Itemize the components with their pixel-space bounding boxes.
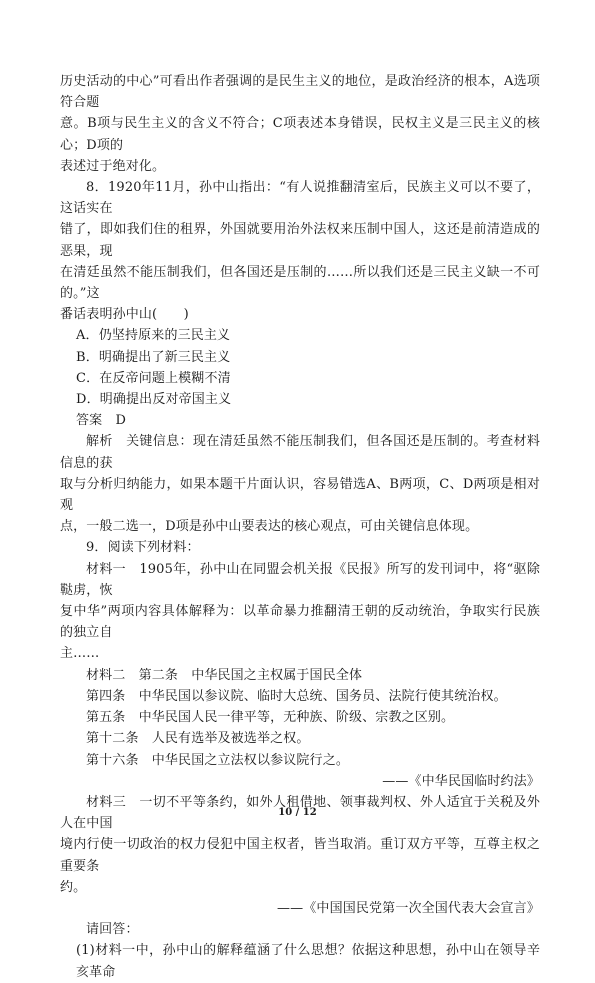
text-line: 错了，即如我们住的租界，外国就要用治外法权来压制中国人，这还是前清造成的恶果，现 xyxy=(60,222,540,259)
answer-line: 答案 D xyxy=(76,413,127,429)
text-line: 境内行使一切政治的权力侵犯中国主权者，皆当取消。重订双方平等，互尊主权之重要条 xyxy=(60,837,540,874)
sub-question-1: (1)材料一中，孙中山的解释蕴涵了什么思想？依据这种思想，孙中山在领导辛亥革命 xyxy=(76,943,540,980)
source-citation: ——《中国国民党第一次全国代表大会宣言》 xyxy=(276,900,540,916)
material-1: 材料一 1905年，孙中山在同盟会机关报《民报》所写的发刊词中，将“驱除鞑虏，恢 xyxy=(60,561,540,598)
text-line: 点，一般二选一，D项是孙中山要表达的核心观点，可由关键信息体现。 xyxy=(60,519,479,535)
text-line: 表述过于绝对化。 xyxy=(60,158,166,174)
text-line: 取与分析归纳能力，如果本题干片面认识，容易错选A、B两项，C、D两项是相对观 xyxy=(60,476,540,514)
text-line: 约。 xyxy=(60,879,87,895)
source-citation: ——《中华民国临时约法》 xyxy=(382,773,540,789)
question-9-stem: 9．阅读下列材料： xyxy=(86,540,200,556)
article-4: 第四条 中华民国以参议院、临时大总统、国务员、法院行使其统治权。 xyxy=(86,688,507,704)
analysis-line: 解析 关键信息：现在清廷虽然不能压制我们，但各国还是压制的。考查材料信息的获 xyxy=(60,434,540,471)
article-16: 第十六条 中华民国之立法权以参议院行之。 xyxy=(86,752,350,768)
page-number: 10 / 12 xyxy=(278,807,317,818)
text-line: 番话表明孙中山( ) xyxy=(60,307,189,323)
prompt-line: 请回答： xyxy=(86,922,139,938)
document-body xyxy=(60,71,540,983)
option-b: B．明确提出了新三民主义 xyxy=(76,349,231,365)
text-line: 复中华”两项内容具体解释为：以革命暴力推翻清王朝的反动统治，争取实行民族的独立自 xyxy=(60,604,540,641)
question-8-stem: 8．1920年11月，孙中山指出：“有人说推翻清室后，民族主义可以不要了，这话实在 xyxy=(60,180,540,217)
article-5: 第五条 中华民国人民一律平等，无种族、阶级、宗教之区别。 xyxy=(86,710,455,726)
article-12: 第十二条 人民有选举及被选举之权。 xyxy=(86,731,310,747)
text-line: 主…… xyxy=(60,646,100,662)
option-d: D．明确提出反对帝国主义 xyxy=(76,392,232,408)
text-line: 意。B项与民生主义的含义不符合；C项表述本身错误，民权主义是三民主义的核心；D项的 xyxy=(60,116,540,153)
text-line: 历史活动的中心”可看出作者强调的是民生主义的地位，是政治经济的根本，A选项符合题 xyxy=(60,74,540,111)
option-a: A．仍坚持原来的三民主义 xyxy=(76,328,231,344)
material-3: 材料三 一切不平等条约，如外人租借地、领事裁判权、外人适宜于关税及外人在中国 xyxy=(60,794,540,832)
material-2: 材料二 第二条 中华民国之主权属于国民全体 xyxy=(86,667,363,683)
text-line: 在清廷虽然不能压制我们，但各国还是压制的……所以我们还是三民主义缺一不可的。”这 xyxy=(60,264,540,302)
option-c: C．在反帝问题上模糊不清 xyxy=(76,370,231,386)
